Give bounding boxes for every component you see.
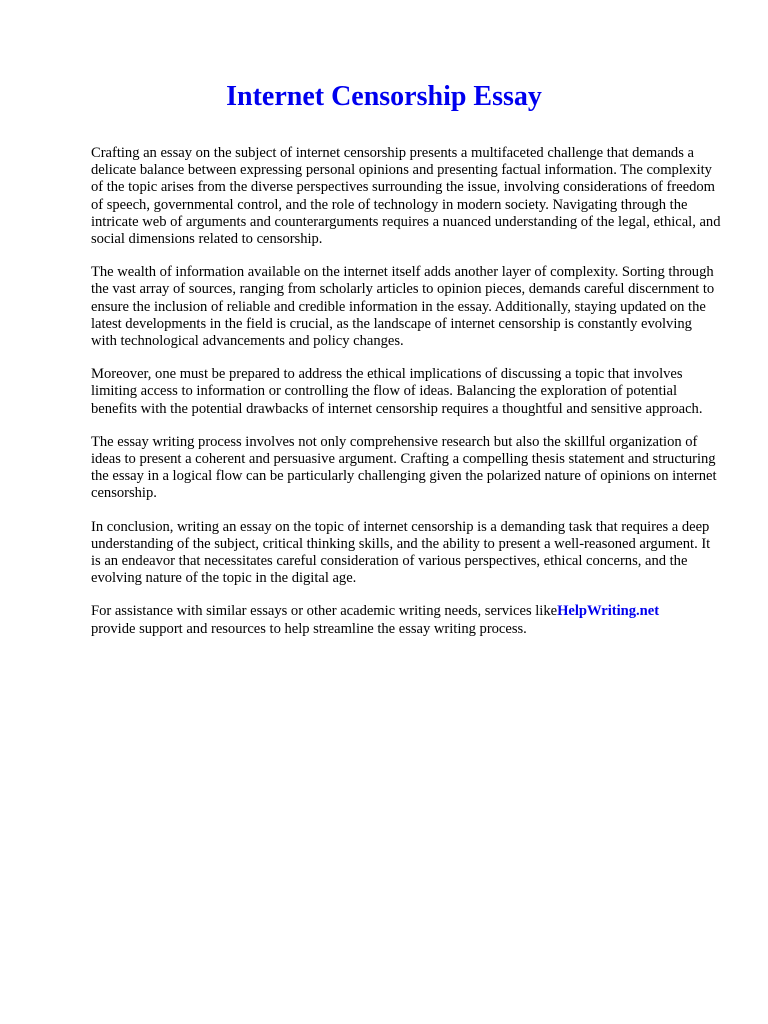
document-body — [91, 145, 721, 654]
paragraph-5: In conclusion, writing an essay on the topic of internet censorship is a demanding task that requires a deep understanding of the subject, critical thinking skills, and the ability to present a well-reasoned argument. It is an endeavor that necessitates careful consideration of various perspectives, ethical concerns, and the evolving nature of the topic in the digital age. — [91, 518, 711, 587]
closing-paragraph — [91, 603, 721, 637]
helpwriting-link[interactable]: HelpWriting.net — [557, 603, 660, 620]
closing-text-before-link: For assistance with similar essays or other academic writing needs, services like — [91, 603, 558, 620]
paragraph-4: The essay writing process involves not only comprehensive research but also the skillful organization of ideas to present a coherent and persuasive argument. Crafting a compelling thesis statement and structuring the essay in a logical flow can be particularly challenging given the polarized nature of opinions on internet censorship. — [91, 433, 717, 502]
paragraph-1: Crafting an essay on the subject of internet censorship presents a multifaceted challenge that demands a delicate balance between expressing personal opinions and presenting factual information. The complexity of the topic arises from the diverse perspectives surrounding the issue, involving considerations of freedom of speech, governmental control, and the role of technology in modern society. Navigating through the intricate web of arguments and counterarguments requires a nuanced understanding of the legal, ethical, and social dimensions related to censorship. — [91, 145, 721, 248]
closing-text-after-link: provide support and resources to help streamline the essay writing process. — [91, 620, 527, 637]
paragraph-3: Moreover, one must be prepared to address the ethical implications of discussing a topic that involves limiting access to information or controlling the flow of ideas. Balancing the exploration of potential benefits with the potential drawbacks of internet censorship requires a thoughtful and sensitive approach. — [91, 366, 703, 417]
paragraph-2: The wealth of information available on the internet itself adds another layer of complexity. Sorting through the vast array of sources, ranging from scholarly articles to opinion pieces, demands careful discernment to ensure the inclusion of reliable and credible information in the essay. Additionally, staying updated on the latest developments in the field is crucial, as the landscape of internet censorship is constantly evolving with technological advancements and policy changes. — [91, 264, 715, 350]
document-title: Internet Censorship Essay — [226, 81, 542, 112]
